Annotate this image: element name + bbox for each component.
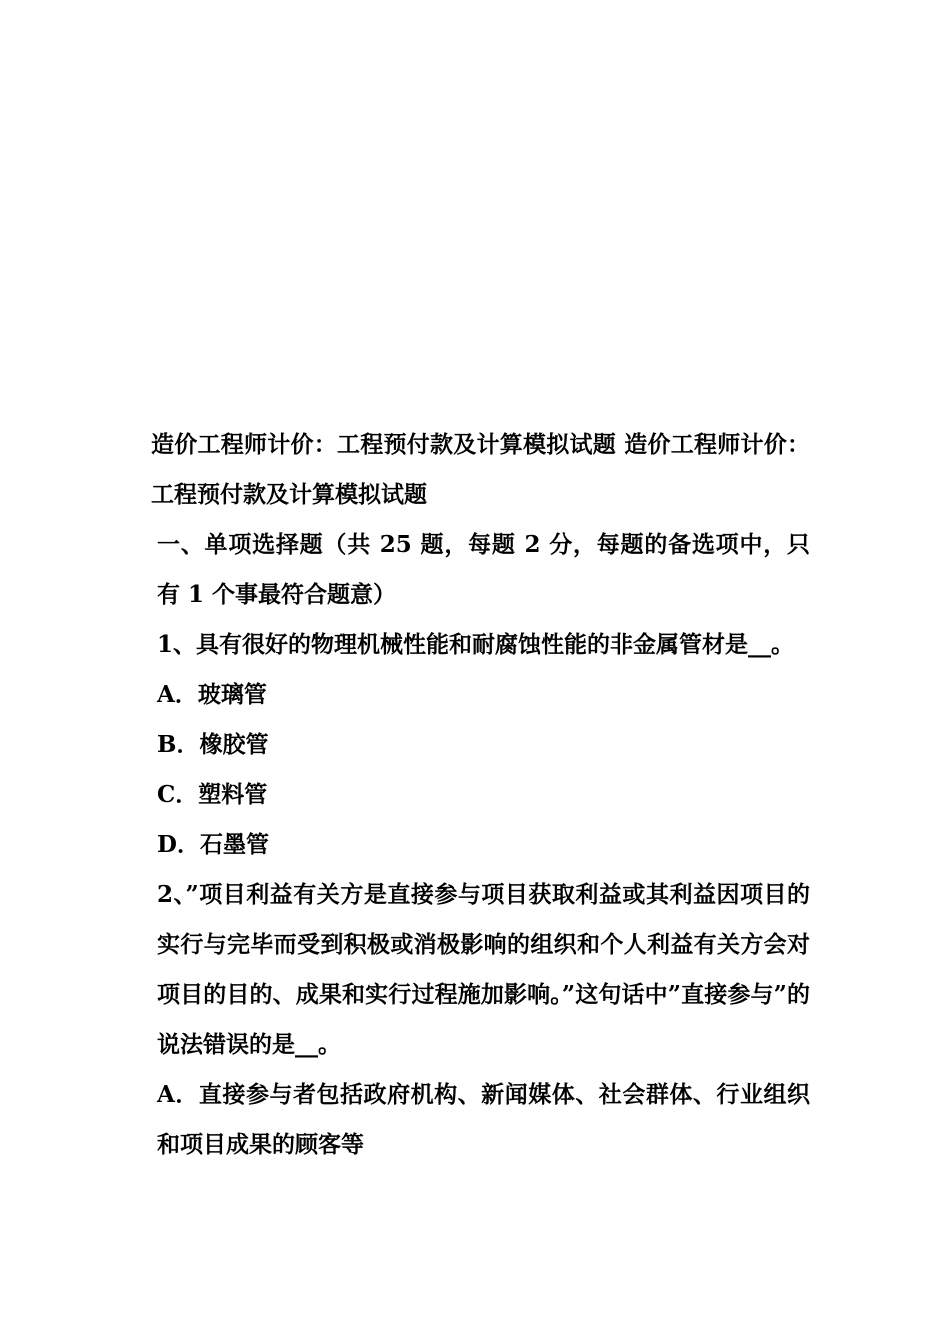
- question: [145, 870, 810, 1170]
- answer-option: D．石墨管: [157, 831, 269, 858]
- answer-option: C．塑料管: [157, 781, 268, 808]
- answer-option: A．直接参与者包括政府机构、新闻媒体、社会群体、行业组织和项目成果的顾客等: [157, 1081, 810, 1158]
- document-title: 造价工程师计价：工程预付款及计算模拟试题 造价工程师计价：工程预付款及计算模拟试题: [151, 431, 810, 508]
- question-stem: 2、”项目利益有关方是直接参与项目获取利益或其利益因项目的实行与完毕而受到积极或消极影响的组织和个人利益有关方会对项目的目的、成果和实行过程施加影响。”这句话中”直接参与”的说法错误的是__。: [157, 881, 810, 1058]
- answer-option: A．玻璃管: [157, 681, 267, 708]
- question: [145, 620, 810, 870]
- document-body: [145, 420, 810, 1170]
- section-heading: 一、单项选择题（共 25 题，每题 2 分，每题的备选项中，只有 1 个事最符合题意）: [157, 531, 810, 608]
- question-stem: 1、具有很好的物理机械性能和耐腐蚀性能的非金属管材是__。: [157, 631, 795, 658]
- answer-option: B．橡胶管: [157, 731, 269, 758]
